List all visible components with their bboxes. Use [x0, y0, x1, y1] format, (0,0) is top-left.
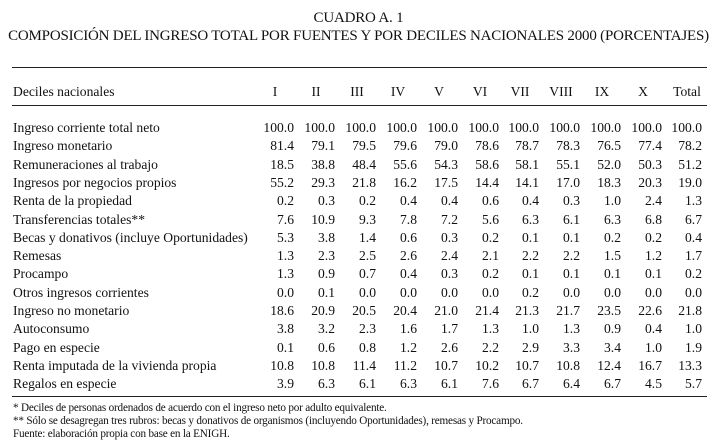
table-cell: 13.3 [678, 357, 702, 373]
table-cell: 0.4 [522, 193, 539, 209]
table-cell: 0.6 [482, 193, 499, 209]
table-cell: 6.7 [604, 376, 621, 392]
table-row [0, 193, 717, 211]
table-cell: 0.4 [400, 193, 417, 209]
table-cell: 2.1 [482, 248, 499, 264]
table-cell: 3.4 [604, 339, 621, 355]
table-cell: 0.2 [482, 229, 499, 245]
table-cell: 2.3 [359, 321, 376, 337]
table-cell: 0.1 [522, 266, 539, 282]
table-cell: 6.1 [359, 376, 376, 392]
row-label: Autoconsumo [13, 321, 90, 337]
table-cell: 14.1 [515, 174, 539, 190]
table-cell: 0.1 [522, 229, 539, 245]
header-rule [12, 105, 707, 106]
table-cell: 1.4 [359, 229, 376, 245]
table-cell: 55.2 [270, 174, 294, 190]
table-cell: 6.1 [563, 211, 580, 227]
table-cell: 1.3 [685, 193, 702, 209]
row-label: Transferencias totales** [13, 211, 146, 227]
column-header: IX [594, 84, 610, 99]
table-cell: 0.2 [522, 284, 539, 300]
row-header-label: Deciles nacionales [13, 84, 115, 99]
table-cell: 0.2 [482, 266, 499, 282]
table-cell: 0.9 [318, 266, 335, 282]
row-label: Renta imputada de la vivienda propia [13, 357, 217, 373]
table-cell: 79.0 [434, 138, 458, 154]
row-label: Ingreso corriente total neto [13, 120, 160, 135]
row-label: Ingresos por negocios propios [13, 174, 177, 190]
table-cell: 18.6 [270, 303, 294, 318]
table-cell: 6.7 [685, 211, 702, 227]
table-cell: 21.7 [556, 303, 580, 318]
table-cell: 10.2 [475, 357, 499, 373]
table-cell: 0.1 [604, 266, 621, 282]
table-cell: 38.8 [311, 156, 335, 172]
table-cell: 100.0 [549, 120, 580, 135]
table-cell: 16.2 [393, 174, 417, 190]
table-cell: 1.5 [604, 248, 621, 264]
table-cell: 3.8 [277, 321, 294, 337]
row-label: Regalos en especie [13, 376, 117, 392]
table-cell: 1.0 [604, 193, 621, 209]
table-cell: 100.0 [590, 120, 621, 135]
table-title: COMPOSICIÓN DEL INGRESO TOTAL POR FUENTES Y POR DECILES NACIONALES 2000 (PORCENTAJES) [8, 28, 709, 44]
table-cell: 2.4 [441, 248, 458, 264]
table-cell: 2.2 [563, 248, 580, 264]
table-cell: 0.4 [441, 193, 458, 209]
table-cell: 22.6 [638, 303, 662, 318]
table-row [0, 340, 717, 358]
table-cell: 20.5 [352, 303, 376, 318]
table-cell: 3.8 [318, 229, 335, 245]
table-cell: 6.1 [441, 376, 458, 392]
table-cell: 4.5 [645, 376, 662, 392]
table-cell: 0.4 [685, 229, 702, 245]
table-cell: 0.4 [645, 321, 662, 337]
table-cell: 2.2 [482, 339, 499, 355]
table-cell: 0.1 [277, 339, 294, 355]
table-cell: 0.2 [277, 193, 294, 209]
table-cell: 16.7 [638, 357, 662, 373]
table-cell: 100.0 [468, 120, 499, 135]
column-header: X [638, 84, 648, 99]
table-cell: 1.7 [685, 248, 702, 264]
column-header: IV [390, 84, 406, 99]
footnote: * Deciles de personas ordenados de acuerdo con el ingreso neto por adulto equivalente. [13, 402, 387, 414]
table-cell: 12.4 [597, 357, 621, 373]
table-cell: 0.3 [441, 229, 458, 245]
table-cell: 17.5 [434, 174, 458, 190]
table-cell: 0.0 [400, 284, 417, 300]
table-cell: 0.0 [685, 284, 702, 300]
table-cell: 2.5 [359, 248, 376, 264]
table-cell: 5.6 [482, 211, 499, 227]
table-cell: 0.1 [645, 266, 662, 282]
table-cell: 0.0 [604, 284, 621, 300]
table-cell: 7.8 [400, 211, 417, 227]
table-cell: 0.0 [441, 284, 458, 300]
table-cell: 0.3 [318, 193, 335, 209]
table-cell: 2.6 [400, 248, 417, 264]
table-cell: 21.3 [515, 303, 539, 318]
table-cell: 20.4 [393, 303, 417, 318]
table-cell: 78.6 [475, 138, 499, 154]
table-cell: 21.4 [475, 303, 499, 318]
table-cell: 9.3 [359, 211, 376, 227]
table-cell: 11.4 [352, 357, 376, 373]
table-cell: 6.7 [522, 376, 539, 392]
table-cell: 0.0 [359, 284, 376, 300]
table-cell: 10.7 [434, 357, 458, 373]
table-cell: 6.3 [400, 376, 417, 392]
table-cell: 50.3 [638, 156, 662, 172]
table-row [0, 157, 717, 175]
table-cell: 0.6 [400, 229, 417, 245]
table-cell: 1.0 [522, 321, 539, 337]
table-cell: 18.3 [597, 174, 621, 190]
table-cell: 0.0 [482, 284, 499, 300]
table-cell: 3.3 [563, 339, 580, 355]
row-label: Renta de la propiedad [13, 193, 132, 209]
table-row [0, 138, 717, 156]
table-cell: 0.6 [318, 339, 335, 355]
table-cell: 0.4 [400, 266, 417, 282]
table-row [0, 230, 717, 248]
table-cell: 78.2 [678, 138, 702, 154]
table-cell: 18.5 [270, 156, 294, 172]
table-cell: 21.8 [352, 174, 376, 190]
table-cell: 100.0 [304, 120, 335, 135]
column-header: Total [673, 84, 701, 99]
table-cell: 55.1 [556, 156, 580, 172]
table-cell: 10.7 [515, 357, 539, 373]
table-cell: 79.6 [393, 138, 417, 154]
table-cell: 100.0 [671, 120, 702, 135]
table-cell: 10.8 [311, 357, 335, 373]
table-cell: 51.2 [678, 156, 702, 172]
table-cell: 1.3 [277, 266, 294, 282]
table-cell: 100.0 [508, 120, 539, 135]
table-cell: 1.3 [482, 321, 499, 337]
table-cell: 1.3 [277, 248, 294, 264]
table-row [0, 175, 717, 193]
table-cell: 20.9 [311, 303, 335, 318]
table-cell: 29.3 [311, 174, 335, 190]
table-cell: 10.8 [270, 357, 294, 373]
table-cell: 7.6 [482, 376, 499, 392]
table-cell: 19.0 [678, 174, 702, 190]
top-rule [12, 67, 707, 68]
table-cell: 0.2 [359, 193, 376, 209]
table-header-row [0, 84, 717, 102]
column-header: I [272, 84, 278, 99]
table-cell: 2.6 [441, 339, 458, 355]
table-cell: 6.8 [645, 211, 662, 227]
table-row [0, 248, 717, 266]
table-cell: 0.2 [645, 229, 662, 245]
table-row [0, 266, 717, 284]
table-cell: 14.4 [475, 174, 499, 190]
table-cell: 100.0 [345, 120, 376, 135]
table-cell: 17.0 [556, 174, 580, 190]
table-cell: 1.2 [400, 339, 417, 355]
table-cell: 21.8 [678, 303, 702, 318]
column-header: II [311, 84, 321, 99]
table-cell: 0.1 [563, 266, 580, 282]
table-cell: 1.9 [685, 339, 702, 355]
row-label: Procampo [13, 266, 69, 282]
table-cell: 78.7 [515, 138, 539, 154]
row-label: Ingreso monetario [13, 138, 113, 154]
column-header: VI [472, 84, 488, 99]
table-cell: 10.9 [311, 211, 335, 227]
table-cell: 54.3 [434, 156, 458, 172]
table-cell: 3.9 [277, 376, 294, 392]
table-cell: 0.1 [563, 229, 580, 245]
row-label: Pago en especie [13, 339, 100, 355]
table-cell: 77.4 [638, 138, 662, 154]
table-cell: 52.0 [597, 156, 621, 172]
table-cell: 21.0 [434, 303, 458, 318]
table-cell: 6.3 [604, 211, 621, 227]
bottom-rule [12, 396, 707, 397]
table-cell: 0.2 [685, 266, 702, 282]
table-cell: 58.6 [475, 156, 499, 172]
footnote: ** Sólo se desagregan tres rubros: becas y donativos de organismos (incluyendo Oportunidades), remesas y Procampo. [13, 415, 523, 427]
source-note: Fuente: elaboración propia con base en la ENIGH. [13, 428, 230, 440]
table-cell: 100.0 [386, 120, 417, 135]
table-cell: 100.0 [631, 120, 662, 135]
table-cell: 0.0 [563, 284, 580, 300]
table-caption: CUADRO A. 1 [313, 10, 404, 26]
table-cell: 23.5 [597, 303, 621, 318]
table-cell: 76.5 [597, 138, 621, 154]
table-cell: 6.3 [522, 211, 539, 227]
table-cell: 7.6 [277, 211, 294, 227]
table-cell: 1.3 [563, 321, 580, 337]
table-row [0, 120, 717, 138]
table-cell: 1.2 [645, 248, 662, 264]
table-cell: 79.1 [311, 138, 335, 154]
table-cell: 6.4 [563, 376, 580, 392]
table-cell: 11.2 [393, 357, 417, 373]
table-cell: 2.3 [318, 248, 335, 264]
table-cell: 78.3 [556, 138, 580, 154]
table-cell: 10.8 [556, 357, 580, 373]
row-label: Becas y donativos (incluye Oportunidades) [13, 229, 248, 245]
table-cell: 0.0 [277, 284, 294, 300]
table-row [0, 358, 717, 376]
column-header: VIII [549, 84, 573, 99]
table-cell: 0.0 [645, 284, 662, 300]
table-cell: 1.0 [685, 321, 702, 337]
table-cell: 55.6 [393, 156, 417, 172]
table-cell: 0.3 [441, 266, 458, 282]
table-cell: 79.5 [352, 138, 376, 154]
table-cell: 0.7 [359, 266, 376, 282]
table-cell: 6.3 [318, 376, 335, 392]
table-row [0, 303, 717, 321]
table-row [0, 285, 717, 303]
table-cell: 0.1 [318, 284, 335, 300]
table-cell: 20.3 [638, 174, 662, 190]
table-cell: 5.7 [685, 376, 702, 392]
column-header: III [350, 84, 364, 99]
table-cell: 5.3 [277, 229, 294, 245]
table-cell: 100.0 [263, 120, 294, 135]
table-cell: 1.6 [400, 321, 417, 337]
table-cell: 2.2 [522, 248, 539, 264]
row-label: Remesas [13, 248, 62, 264]
table-cell: 48.4 [352, 156, 376, 172]
row-label: Remuneraciones al trabajo [13, 156, 158, 172]
table-row [0, 321, 717, 339]
table-cell: 2.4 [645, 193, 662, 209]
row-label: Ingreso no monetario [13, 303, 130, 318]
table-cell: 1.7 [441, 321, 458, 337]
table-row [0, 376, 717, 394]
table-cell: 7.2 [441, 211, 458, 227]
table-cell: 1.0 [645, 339, 662, 355]
table-cell: 81.4 [270, 138, 294, 154]
table-cell: 0.2 [604, 229, 621, 245]
table-cell: 58.1 [515, 156, 539, 172]
row-label: Otros ingresos corrientes [13, 284, 149, 300]
table-cell: 0.8 [359, 339, 376, 355]
table-cell: 100.0 [427, 120, 458, 135]
table-cell: 0.9 [604, 321, 621, 337]
table-cell: 2.9 [522, 339, 539, 355]
table-cell: 0.3 [563, 193, 580, 209]
column-header: VII [510, 84, 530, 99]
table-row [0, 212, 717, 230]
column-header: V [434, 84, 444, 99]
table-cell: 3.2 [318, 321, 335, 337]
